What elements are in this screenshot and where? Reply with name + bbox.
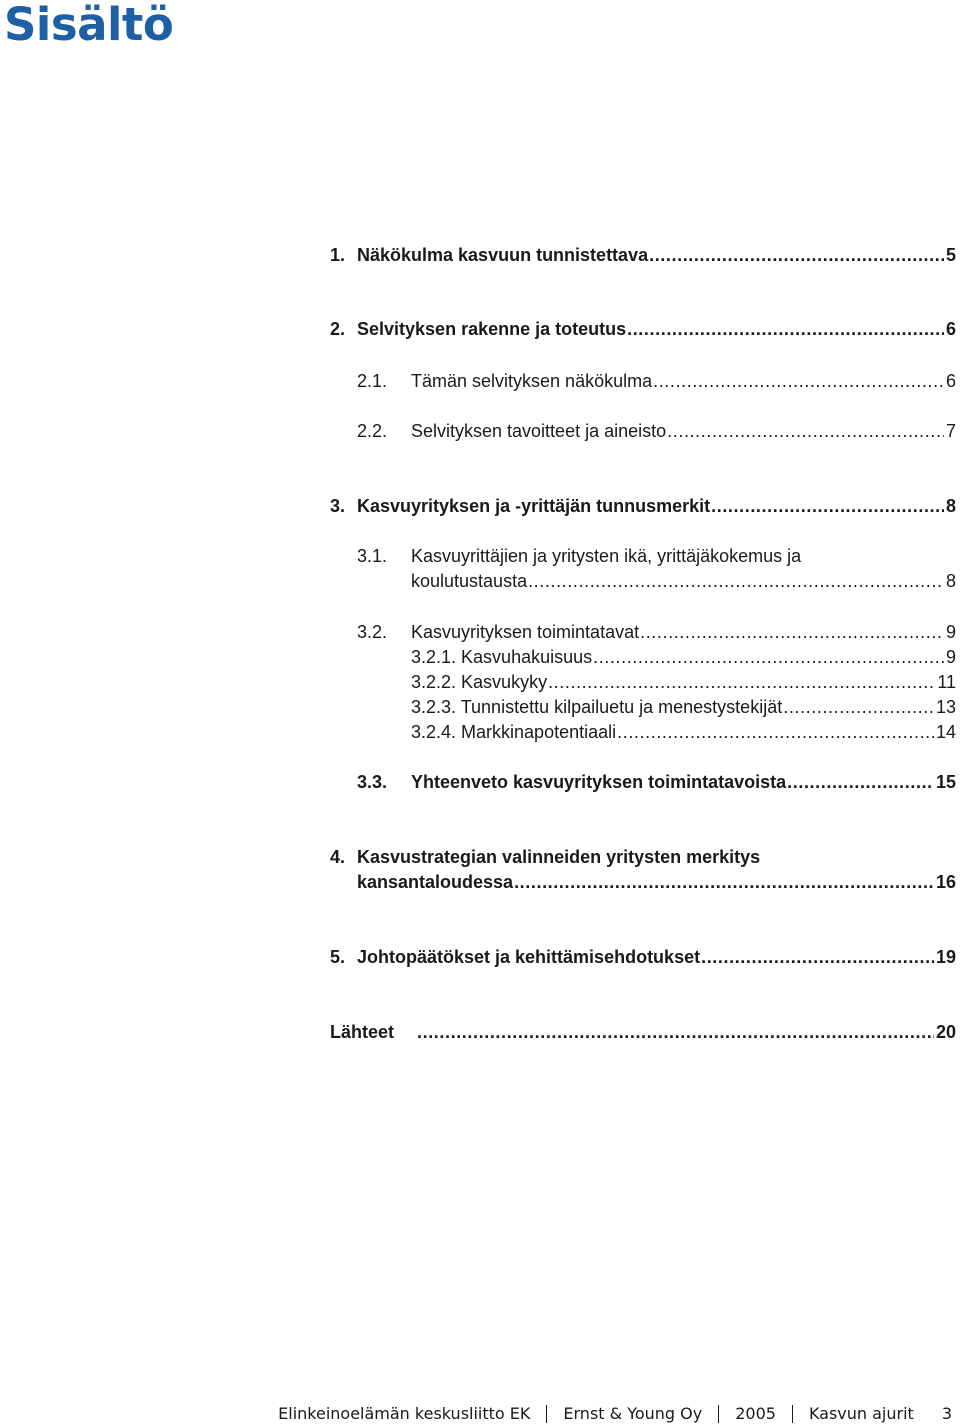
toc-entry-page: 6 — [945, 371, 956, 391]
footer-partner: Ernst & Young Oy — [563, 1404, 703, 1423]
toc-entry-label: Kasvuyrittäjien ja yritysten ikä, yrittäjäkokemus ja — [411, 546, 802, 566]
toc-leader-dots — [627, 317, 944, 342]
toc-entry-label: Selvityksen rakenne ja toteutus — [357, 319, 627, 339]
toc-leader-dots — [783, 695, 934, 720]
toc-entry-label: Kasvuyrityksen toimintatavat — [411, 622, 640, 642]
toc-entry-label: 3.2.4. Markkinapotentiaali — [411, 722, 617, 742]
toc-entry-label: 3.2.2. Kasvukyky — [411, 672, 548, 692]
toc-entry-label-continued: koulutustausta — [411, 571, 528, 591]
toc-entry-page: 11 — [937, 672, 956, 692]
toc-entry-1[interactable] — [330, 243, 956, 268]
toc-entry-3-2-1[interactable] — [411, 645, 956, 670]
footer-organization: Elinkeinoelämän keskusliitto EK — [278, 1404, 531, 1423]
toc-leader-dots — [667, 419, 944, 444]
toc-leader-dots — [701, 945, 934, 970]
toc-entry-number: 5. — [330, 947, 346, 967]
footer-separator — [792, 1405, 793, 1423]
toc-entry-label: Kasvustrategian valinneiden yritysten merkitys — [357, 847, 761, 867]
toc-entry-number: 4. — [330, 847, 346, 867]
toc-entry-number: 2.2. — [357, 421, 388, 441]
toc-entry-page: 8 — [945, 571, 956, 591]
toc-entry-label: Johtopäätökset ja kehittämisehdotukset — [357, 947, 701, 967]
toc-entry-label-continued: kansantaloudessa — [357, 872, 514, 892]
toc-entry-page: 5 — [945, 245, 956, 265]
toc-entry-3[interactable] — [330, 494, 956, 519]
toc-entry-page: 15 — [935, 772, 956, 792]
toc-entry-3-2-4[interactable] — [411, 720, 956, 745]
toc-entry-number: 2.1. — [357, 371, 388, 391]
toc-entry-label: Yhteenveto kasvuyrityksen toimintatavoista — [411, 772, 787, 792]
footer-separator — [546, 1405, 547, 1423]
toc-entry-3-2-2[interactable] — [411, 670, 956, 695]
toc-entry-page: 19 — [935, 947, 956, 967]
toc-entry-label: Lähteet — [330, 1022, 395, 1042]
toc-entry-label: Kasvuyrityksen ja -yrittäjän tunnusmerkit — [357, 496, 711, 516]
toc-entry-3-1[interactable] — [411, 569, 956, 594]
toc-entry-page: 14 — [935, 722, 956, 742]
footer-page-number: 3 — [941, 1404, 952, 1423]
toc-entry-2-1[interactable] — [357, 369, 956, 394]
toc-entry-3-2[interactable] — [357, 620, 956, 645]
toc-entry-4[interactable] — [357, 870, 956, 895]
toc-leader-dots — [528, 569, 944, 594]
toc-leader-dots — [649, 243, 944, 268]
toc-entry-page: 9 — [945, 622, 956, 642]
toc-leader-dots — [787, 770, 934, 795]
toc-entry-page: 16 — [935, 872, 956, 892]
toc-leader-dots — [617, 720, 934, 745]
page-footer — [278, 1404, 952, 1423]
toc-entry-number: 3.3. — [357, 772, 388, 792]
toc-entry-references[interactable] — [330, 1020, 956, 1045]
toc-entry-page: 20 — [935, 1022, 956, 1042]
toc-leader-dots — [711, 494, 944, 519]
toc-entry-3-2-3[interactable] — [411, 695, 956, 720]
toc-entry-number: 3.2. — [357, 622, 388, 642]
toc-entry-2-2[interactable] — [357, 419, 956, 444]
toc-leader-dots — [417, 1020, 934, 1045]
toc-entry-2[interactable] — [330, 317, 956, 342]
toc-entry-page: 13 — [935, 697, 956, 717]
toc-leader-dots — [514, 870, 934, 895]
toc-entry-label: 3.2.1. Kasvuhakuisuus — [411, 647, 593, 667]
toc-entry-number: 3. — [330, 496, 346, 516]
toc-entry-page: 6 — [945, 319, 956, 339]
toc-entry-label: Tämän selvityksen näkökulma — [411, 371, 653, 391]
toc-entry-3-3[interactable] — [357, 770, 956, 795]
toc-leader-dots — [548, 670, 935, 695]
toc-entry-number: 1. — [330, 245, 346, 265]
toc-leader-dots — [593, 645, 944, 670]
footer-year: 2005 — [735, 1404, 776, 1423]
footer-publication: Kasvun ajurit — [808, 1404, 914, 1423]
toc-entry-label: Näkökulma kasvuun tunnistettava — [357, 245, 649, 265]
toc-entry-page: 7 — [945, 421, 956, 441]
toc-entry-3-1-first-line[interactable] — [357, 544, 801, 569]
toc-leader-dots — [653, 369, 944, 394]
toc-entry-5[interactable] — [330, 945, 956, 970]
toc-leader-dots — [640, 620, 944, 645]
toc-entry-page: 8 — [945, 496, 956, 516]
page-title: Sisältö — [4, 0, 174, 51]
toc-entry-number: 3.1. — [357, 546, 388, 566]
toc-entry-label: 3.2.3. Tunnistettu kilpailuetu ja menestystekijät — [411, 697, 783, 717]
toc-entry-label: Selvityksen tavoitteet ja aineisto — [411, 421, 667, 441]
toc-entry-4-first-line[interactable] — [330, 845, 760, 870]
toc-entry-number: 2. — [330, 319, 346, 339]
footer-separator — [718, 1405, 719, 1423]
toc-entry-page: 9 — [945, 647, 956, 667]
